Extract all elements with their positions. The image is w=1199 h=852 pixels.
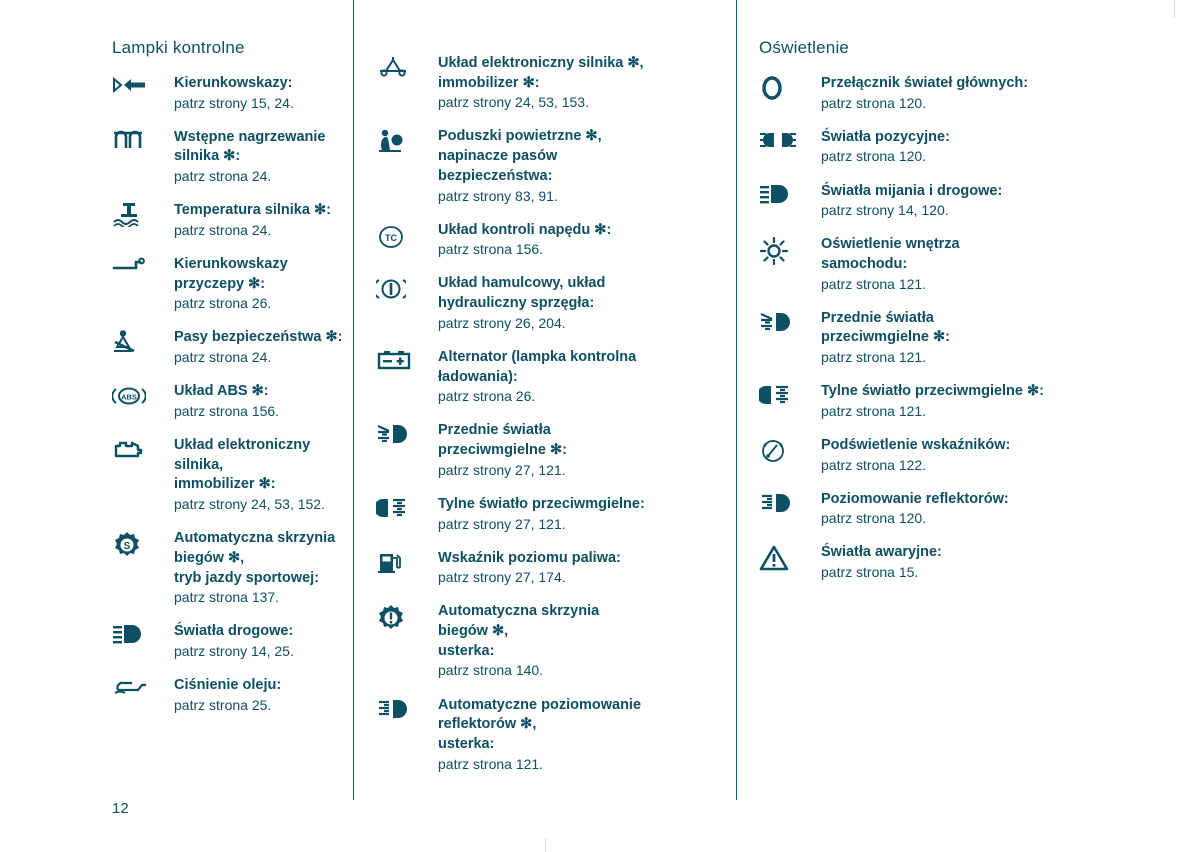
symbol-entry bbox=[112, 201, 343, 240]
symbol-description bbox=[438, 274, 726, 332]
symbol-entry bbox=[759, 182, 1189, 221]
svg-text:S: S bbox=[123, 541, 131, 553]
page-reference: patrz strony 24, 53, 153. bbox=[438, 94, 589, 111]
symbol-title: Pasy bezpieczeństwa ✻: bbox=[174, 329, 343, 346]
symbol-title: Układ kontroli napędu ✻: bbox=[438, 221, 612, 238]
symbol-entry bbox=[376, 127, 726, 205]
symbol-title: Wstępne nagrzewanie silnika ✻: bbox=[174, 128, 326, 165]
symbol-description bbox=[174, 529, 343, 607]
page-reference: patrz strona 121. bbox=[821, 349, 927, 366]
symbol-description bbox=[438, 549, 726, 588]
symbol-title: Przednie światła bbox=[438, 422, 551, 439]
page-reference: patrz strony 24, 53, 152. bbox=[174, 496, 325, 513]
symbol-title: Automatyczne poziomowanie bbox=[438, 696, 642, 713]
page-reference: patrz strona 26. bbox=[438, 388, 536, 405]
page-reference: patrz strony 83, 91. bbox=[438, 187, 558, 204]
symbol-title: Światła pozycyjne: bbox=[821, 128, 950, 145]
abs-icon bbox=[112, 382, 174, 408]
symbol-description bbox=[821, 382, 1189, 421]
airbag-icon bbox=[376, 127, 438, 153]
symbol-entry bbox=[759, 436, 1189, 475]
symbol-title: Przednie światła bbox=[821, 309, 934, 326]
symbol-entry bbox=[376, 348, 726, 406]
symbol-title: Układ hamulcowy, układ bbox=[438, 275, 606, 292]
symbol-title: Światła awaryjne: bbox=[821, 544, 942, 561]
symbol-title: Światła drogowe: bbox=[174, 623, 294, 640]
rear-fog-lamp-icon bbox=[376, 495, 438, 519]
symbol-title: Tylne światło przeciwmgielne ✻: bbox=[821, 383, 1044, 400]
symbol-entry bbox=[112, 529, 343, 607]
symbol-description bbox=[821, 309, 1189, 367]
symbol-entry bbox=[759, 490, 1189, 529]
symbol-description bbox=[174, 676, 343, 715]
symbol-entry bbox=[759, 74, 1189, 113]
headlamp-leveling-icon bbox=[376, 696, 438, 720]
symbol-description bbox=[821, 543, 1189, 582]
page-reference: patrz strona 121. bbox=[821, 275, 927, 292]
engine-coolant-temp-icon bbox=[112, 201, 174, 227]
page-reference: patrz strona 137. bbox=[174, 589, 280, 606]
column-indicator-lamps-continued bbox=[353, 0, 736, 800]
symbol-title: Automatyczna skrzynia bbox=[174, 530, 336, 547]
low-high-beam-icon bbox=[759, 182, 821, 204]
symbol-title: Poduszki powietrzne ✻, bbox=[438, 128, 602, 145]
symbol-entry bbox=[112, 622, 343, 661]
instrument-illumination-icon bbox=[759, 436, 821, 464]
symbol-entry bbox=[376, 54, 726, 112]
page-reference: patrz strona 156. bbox=[174, 402, 280, 419]
turn-signal-icon bbox=[112, 74, 174, 94]
brake-system-icon bbox=[376, 274, 438, 302]
column-1-heading: Lampki kontrolne bbox=[112, 38, 245, 57]
symbol-entry bbox=[759, 235, 1189, 293]
symbol-title-line: immobilizer ✻: bbox=[438, 74, 540, 91]
parking-lights-icon bbox=[759, 128, 821, 150]
symbol-entry bbox=[112, 74, 343, 113]
symbol-title: Tylne światło przeciwmgielne: bbox=[438, 495, 645, 512]
symbol-entry bbox=[376, 602, 726, 680]
traction-control-icon bbox=[376, 221, 438, 251]
symbol-entry bbox=[112, 328, 343, 367]
symbol-title-line: usterka: bbox=[438, 735, 495, 752]
symbol-title-line: bezpieczeństwa: bbox=[438, 167, 553, 184]
symbol-description bbox=[438, 54, 726, 112]
symbol-title-line: hydrauliczny sprzęgła: bbox=[438, 295, 595, 312]
page-reference: patrz strony 26, 204. bbox=[438, 314, 566, 331]
symbol-description bbox=[174, 622, 343, 661]
symbol-title-line: przeciwmgielne ✻: bbox=[821, 329, 950, 346]
symbol-title: Wskaźnik poziomu paliwa: bbox=[438, 549, 621, 566]
automatic-transmission-fault-icon bbox=[376, 602, 438, 632]
symbol-entry bbox=[759, 543, 1189, 582]
symbol-description bbox=[438, 495, 726, 534]
symbol-title-line: ładowania): bbox=[438, 368, 518, 385]
symbol-title: Kierunkowskazy przyczepy ✻: bbox=[174, 255, 288, 292]
symbol-title: Temperatura silnika ✻: bbox=[174, 202, 331, 219]
symbol-title: Światła mijania i drogowe: bbox=[821, 182, 1003, 199]
main-light-switch-icon bbox=[759, 74, 821, 100]
svg-text:ABS: ABS bbox=[121, 392, 137, 402]
symbol-title-line: samochodu: bbox=[821, 255, 908, 272]
engine-check-icon bbox=[112, 436, 174, 460]
symbol-description bbox=[821, 235, 1189, 293]
rear-fog-lamp-icon bbox=[759, 382, 821, 406]
symbol-title: Podświetlenie wskaźników: bbox=[821, 436, 1011, 453]
page-reference: patrz strona 24. bbox=[174, 168, 272, 185]
symbol-title-line: przeciwmgielne ✻: bbox=[438, 442, 567, 459]
symbol-entry bbox=[112, 382, 343, 421]
crop-mark-bottom bbox=[545, 838, 546, 852]
page-reference: patrz strony 27, 121. bbox=[438, 461, 566, 478]
interior-light-icon bbox=[759, 235, 821, 265]
symbol-entry bbox=[112, 436, 343, 514]
symbol-description bbox=[174, 74, 343, 113]
symbol-title: Poziomowanie reflektorów: bbox=[821, 490, 1009, 507]
page-reference: patrz strony 14, 120. bbox=[821, 202, 949, 219]
symbol-entry bbox=[376, 421, 726, 479]
symbol-description bbox=[821, 182, 1189, 221]
page-reference: patrz strona 140. bbox=[438, 662, 544, 679]
page-reference: patrz strona 24. bbox=[174, 221, 272, 238]
symbol-description bbox=[438, 348, 726, 406]
symbol-description bbox=[174, 201, 343, 240]
battery-charge-icon bbox=[376, 348, 438, 370]
glow-plug-preheat-icon bbox=[112, 128, 174, 150]
symbol-title-line: usterka: bbox=[438, 642, 495, 659]
symbol-description bbox=[821, 74, 1189, 113]
symbol-description bbox=[438, 696, 726, 774]
symbol-entry bbox=[112, 676, 343, 715]
column-3-heading: Oświetlenie bbox=[759, 38, 850, 57]
page-reference: patrz strona 15. bbox=[821, 564, 919, 581]
page-reference: patrz strona 26. bbox=[174, 295, 272, 312]
symbol-entry bbox=[376, 495, 726, 534]
symbol-description bbox=[438, 221, 726, 260]
headlamp-leveling-icon bbox=[759, 490, 821, 514]
symbol-description bbox=[821, 490, 1189, 529]
symbol-title: Kierunkowskazy: bbox=[174, 75, 293, 91]
symbol-title-line: napinacze pasów bbox=[438, 148, 558, 165]
page-reference: patrz strony 27, 174. bbox=[438, 569, 566, 586]
symbol-title: Ciśnienie oleju: bbox=[174, 677, 282, 694]
symbol-title: Automatyczna skrzynia bbox=[438, 603, 600, 620]
symbol-entry bbox=[759, 309, 1189, 367]
symbol-title: Alternator (lampka kontrolna bbox=[438, 348, 637, 365]
oil-pressure-icon bbox=[112, 676, 174, 696]
symbol-title: Układ ABS ✻: bbox=[174, 383, 269, 400]
page-reference: patrz strona 24. bbox=[174, 349, 272, 366]
symbol-title-line: tryb jazdy sportowej: bbox=[174, 569, 320, 586]
symbol-description bbox=[438, 421, 726, 479]
page-reference: patrz strony 15, 24. bbox=[174, 94, 294, 111]
high-beam-icon bbox=[112, 622, 174, 644]
symbol-description bbox=[174, 328, 343, 367]
automatic-transmission-s-icon bbox=[112, 529, 174, 559]
symbol-title-line: biegów ✻, bbox=[174, 549, 245, 566]
symbol-title-line: reflektorów ✻, bbox=[438, 716, 537, 733]
symbol-title: Układ elektroniczny silnika ✻, bbox=[438, 55, 644, 71]
front-fog-lamp-icon bbox=[759, 309, 821, 333]
symbol-title: Oświetlenie wnętrza bbox=[821, 236, 960, 253]
symbol-title-line: immobilizer ✻: bbox=[174, 476, 276, 493]
symbol-entry bbox=[376, 274, 726, 332]
page-reference: patrz strony 14, 25. bbox=[174, 643, 294, 660]
svg-text:TC: TC bbox=[385, 232, 397, 243]
symbol-description bbox=[821, 436, 1189, 475]
hazard-warning-icon bbox=[759, 543, 821, 571]
column-indicator-lamps bbox=[0, 0, 353, 800]
page-reference: patrz strony 27, 121. bbox=[438, 515, 566, 532]
symbol-description bbox=[174, 436, 343, 514]
symbol-description bbox=[438, 127, 726, 205]
page-reference: patrz strona 121. bbox=[438, 755, 544, 772]
engine-electronics-icon bbox=[376, 54, 438, 78]
symbol-entry bbox=[376, 696, 726, 774]
symbol-entry bbox=[112, 128, 343, 186]
page-reference: patrz strona 25. bbox=[174, 696, 272, 713]
fuel-gauge-icon bbox=[376, 549, 438, 573]
symbol-description bbox=[174, 255, 343, 313]
page-reference: patrz strona 120. bbox=[821, 510, 927, 527]
symbol-entry bbox=[759, 382, 1189, 421]
page-reference: patrz strona 120. bbox=[821, 94, 927, 111]
page-reference: patrz strona 122. bbox=[821, 456, 927, 473]
symbol-description bbox=[174, 128, 343, 186]
page-number: 12 bbox=[112, 800, 129, 817]
symbol-entry bbox=[376, 549, 726, 588]
front-fog-lamp-icon bbox=[376, 421, 438, 445]
page-reference: patrz strona 121. bbox=[821, 402, 927, 419]
symbol-title: Przełącznik świateł głównych: bbox=[821, 75, 1029, 91]
symbol-description bbox=[438, 602, 726, 680]
symbol-title: Układ elektroniczny silnika, bbox=[174, 436, 311, 473]
seatbelt-icon bbox=[112, 328, 174, 354]
trailer-turn-signal-icon bbox=[112, 255, 174, 273]
symbol-description bbox=[174, 382, 343, 421]
symbol-entry bbox=[759, 128, 1189, 167]
symbol-entry bbox=[112, 255, 343, 313]
symbol-description bbox=[821, 128, 1189, 167]
column-lighting bbox=[736, 0, 1199, 800]
symbol-title-line: biegów ✻, bbox=[438, 623, 509, 640]
page-reference: patrz strona 156. bbox=[438, 241, 544, 258]
page-reference: patrz strona 120. bbox=[821, 148, 927, 165]
symbol-entry bbox=[376, 221, 726, 260]
